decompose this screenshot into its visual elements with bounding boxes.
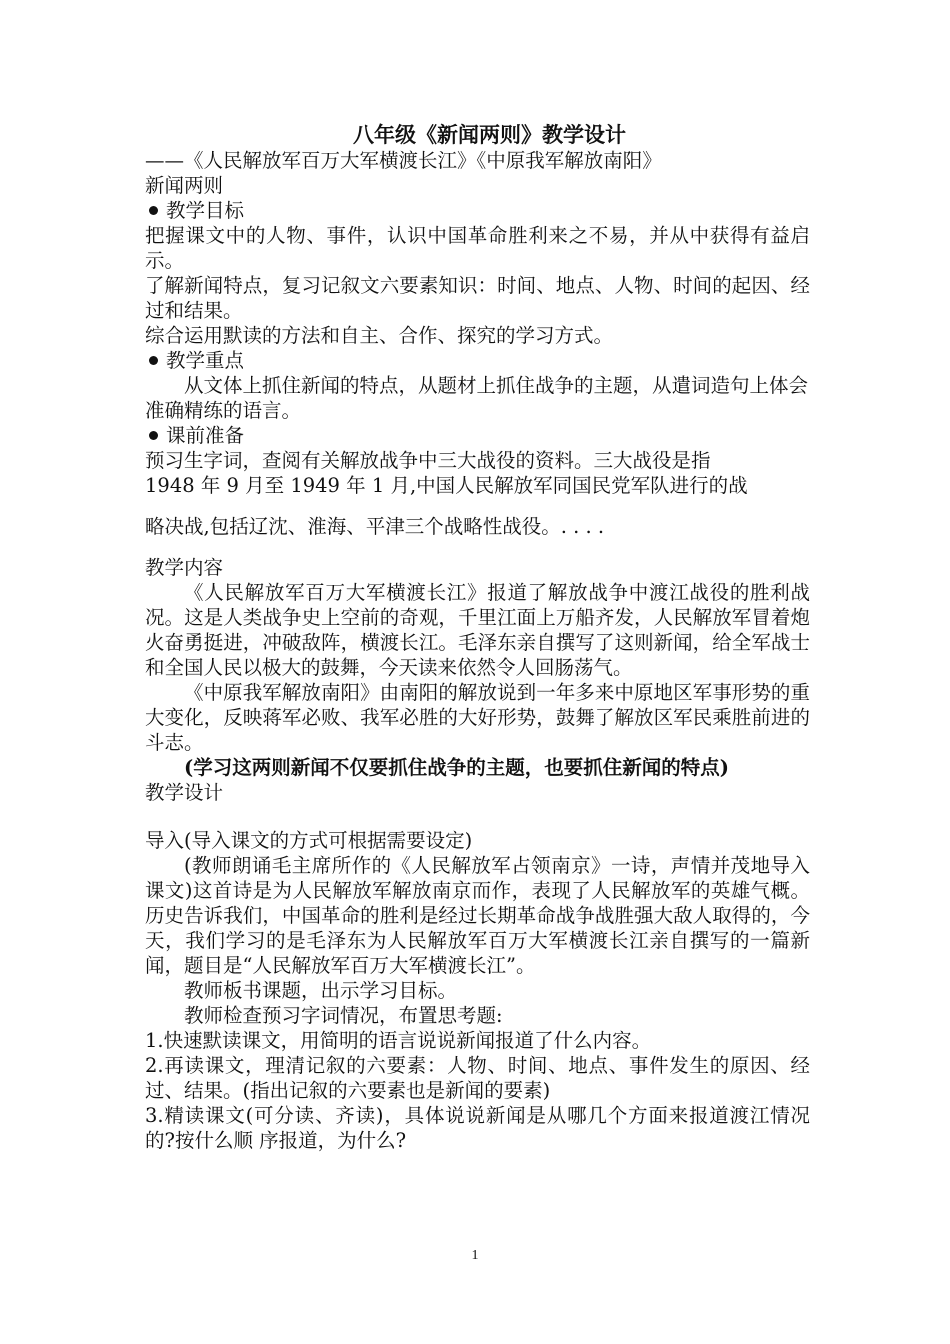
question-2: 2.再读课文，理清记叙的六要素：人物、时间、地点、事件发生的原因、经过、结果。(指出记叙的六要素也是新闻的要素): [145, 1054, 810, 1102]
document-title: 八年级《新闻两则》教学设计: [353, 122, 626, 147]
prep-text-line1: 预习生字词，查阅有关解放战争中三大战役的资料。三大战役是指: [145, 449, 711, 472]
question-1: 1.快速默读课文，用简明的语言说说新闻报道了什么内容。: [145, 1029, 652, 1052]
prep-text-line3: 略决战,包括辽沈、淮海、平津三个战略性战役。. . . .: [145, 515, 605, 538]
design-step-2: 教师检查预习字词情况，布置思考题:: [184, 1004, 503, 1027]
prep-heading: 课前准备: [145, 423, 810, 448]
bullet-icon: [149, 356, 158, 365]
objective-item-3: 综合运用默读的方法和自主、合作、探究的学习方式。: [145, 324, 614, 347]
objective-item-1: 把握课文中的人物、事件，认识中国革命胜利来之不易，并从中获得有益启示。: [145, 224, 810, 272]
objectives-heading: 教学目标: [145, 198, 810, 223]
intro-heading: 导入(导入课文的方式可根据需要设定): [145, 829, 473, 852]
focus-text-line2: 准确精练的语言。: [145, 399, 302, 422]
design-heading: 教学设计: [145, 781, 224, 804]
focus-heading: 教学重点: [145, 348, 810, 373]
design-step-1: 教师板书课题，出示学习目标。: [184, 979, 458, 1002]
prep-text-line2: 1948 年 9 月至 1949 年 1 月,中国人民解放军同国民党军队进行的战: [145, 474, 748, 497]
content-heading: 教学内容: [145, 556, 224, 579]
bullet-icon: [149, 431, 158, 440]
document-subtitle: ——《人民解放军百万大军横渡长江》《中原我军解放南阳》: [145, 149, 662, 172]
bullet-icon: [149, 206, 158, 215]
document-body: [145, 122, 810, 1153]
question-3: 3.精读课文(可分读、齐读)，具体说说新闻是从哪几个方面来报道渡江情况的?按什么顺 序报道，为什么?: [145, 1104, 810, 1152]
objective-item-2: 了解新闻特点，复习记叙文六要素知识：时间、地点、人物、时间的起因、经过和结果。: [145, 274, 810, 322]
content-note: (学习这两则新闻不仅要抓住战争的主题，也要抓住新闻的特点): [184, 756, 729, 779]
section-label: 新闻两则: [145, 174, 224, 197]
content-paragraph-1: 《人民解放军百万大军横渡长江》报道了解放战争中渡江战役的胜利战况。这是人类战争史上空前的奇观，千里江面上万船齐发，人民解放军冒着炮火奋勇挺进，冲破敌阵，横渡长江。毛泽东亲自撰写了这则新闻，给全军战士和全国人民以极大的鼓舞，今天读来依然令人回肠荡气。: [145, 581, 810, 679]
page-number: 1: [471, 1248, 479, 1263]
content-paragraph-2: 《中原我军解放南阳》由南阳的解放说到一年多来中原地区军事形势的重大变化，反映蒋军必败、我军必胜的大好形势，鼓舞了解放区军民乘胜前进的斗志。: [145, 681, 810, 754]
focus-text-line1: 从文体上抓住新闻的特点，从题材上抓住战争的主题，从遣词造句上体会: [184, 374, 809, 397]
intro-paragraph: (教师朗诵毛主席所作的《人民解放军占领南京》一诗，声情并茂地导入课文)这首诗是为人民解放军解放南京而作，表现了人民解放军的英雄气概。历史告诉我们，中国革命的胜利是经过长期革命战争战胜强大敌人取得的，今天，我们学习的是毛泽东为人民解放军百万大军横渡长江亲自撰写的一篇新闻，题目是“人民解放军百万大军横渡长江”。: [145, 854, 810, 977]
